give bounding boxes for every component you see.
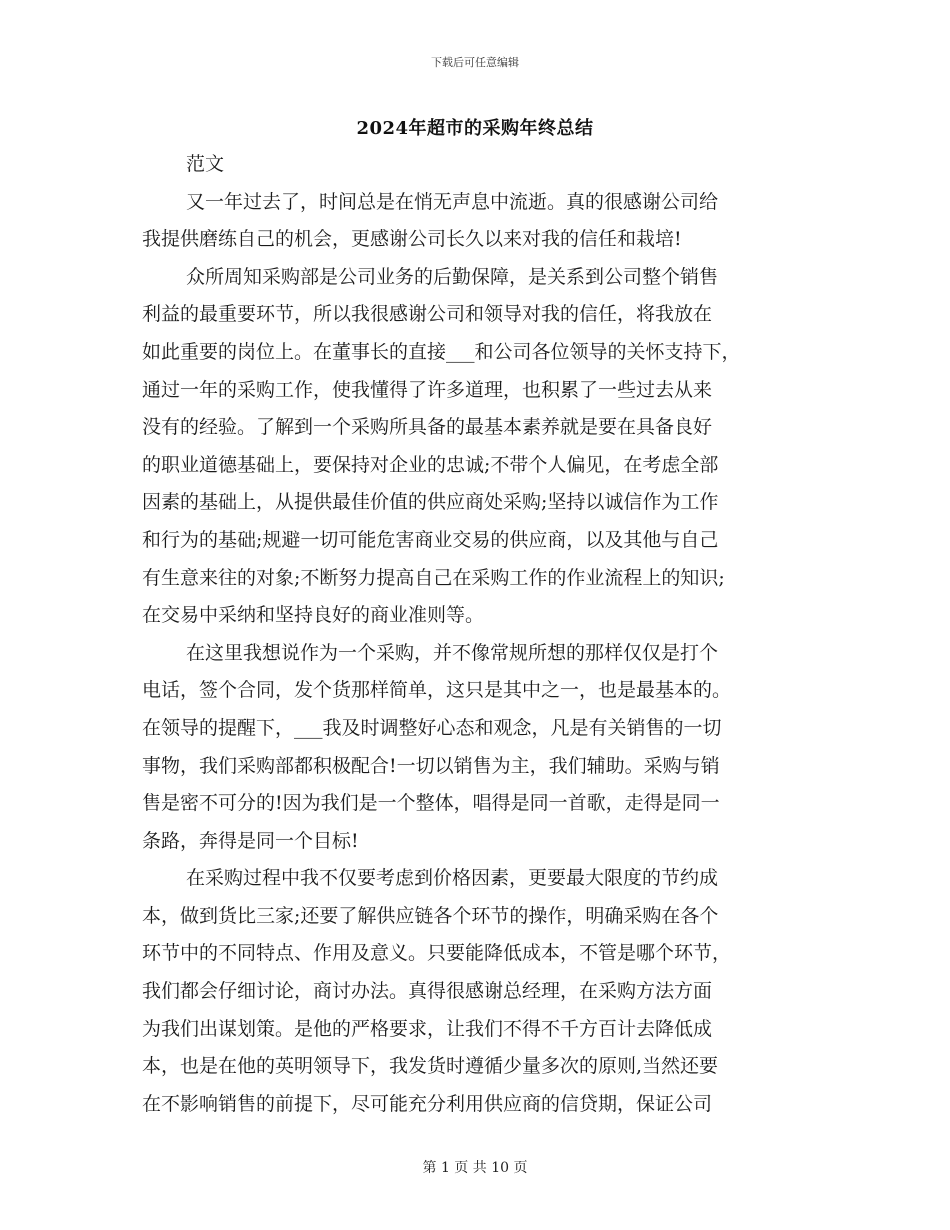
body-line: 条路，奔得是同一个目标! (142, 829, 359, 852)
body-line: 为我们出谋划策。是他的严格要求，让我们不得不千方百计去降低成 (142, 1017, 713, 1040)
body-line: 我们都会仔细讨论，商讨办法。真得很感谢总经理，在采购方法方面 (142, 980, 713, 1003)
body-line: 利益的最重要环节，所以我很感谢公司和领导对我的信任，将我放在 (142, 303, 713, 326)
page-footer: 第 1 页 共 10 页 (422, 1160, 528, 1176)
body-line: 没有的经验。了解到一个采购所具备的最基本素养就是要在具备良好 (142, 416, 713, 439)
body-line: 在领导的提醒下，___我及时调整好心态和观念，凡是有关销售的一切 (142, 716, 722, 739)
body-line: 和行为的基础;规避一切可能危害商业交易的供应商，以及其他与自己 (142, 528, 719, 551)
body-line: 本，做到货比三家;还要了解供应链各个环节的操作，明确采购在各个 (142, 904, 719, 927)
body-line: 又一年过去了，时间总是在悄无声息中流逝。真的很感谢公司给 (186, 190, 719, 213)
body-line: 我提供磨练自己的机会，更感谢公司长久以来对我的信任和栽培! (142, 228, 682, 251)
header-note: 下载后可任意编辑 (431, 56, 519, 69)
body-line: 本，也是在他的英明领导下，我发货时遵循少量多次的原则,当然还要 (142, 1055, 719, 1078)
document-title: 2024年超市的采购年终总结 (356, 118, 594, 139)
body-line: 环节中的不同特点、作用及意义。只要能降低成本，不管是哪个环节， (142, 942, 732, 965)
body-line: 有生意来往的对象;不断努力提高自己在采购工作的作业流程上的知识; (142, 566, 725, 589)
body-line: 售是密不可分的!因为我们是一个整体，唱得是同一首歌，走得是同一 (142, 792, 720, 815)
document-body (142, 146, 822, 1123)
body-line: 众所周知采购部是公司业务的后勤保障，是关系到公司整个销售 (186, 265, 719, 288)
body-line: 因素的基础上，从提供最佳价值的供应商处采购;坚持以诚信作为工作 (142, 491, 719, 514)
body-line: 的职业道德基础上，要保持对企业的忠诚;不带个人偏见，在考虑全部 (142, 453, 719, 476)
body-line: 电话，签个合同，发个货那样简单，这只是其中之一，也是最基本的。 (142, 679, 732, 702)
body-line: 通过一年的采购工作，使我懂得了许多道理，也积累了一些过去从来 (142, 378, 713, 401)
body-line: 范文 (186, 153, 225, 175)
body-line: 在采购过程中我不仅要考虑到价格因素，更要最大限度的节约成 (186, 867, 719, 890)
body-line: 在不影响销售的前提下，尽可能充分利用供应商的信贷期，保证公司 (142, 1092, 713, 1115)
body-line: 如此重要的岗位上。在董事长的直接___和公司各位领导的关怀支持下， (142, 340, 741, 363)
body-line: 在这里我想说作为一个采购，并不像常规所想的那样仅仅是打个 (186, 641, 719, 664)
body-line: 事物，我们采购部都积极配合!一切以销售为主，我们辅助。采购与销 (142, 754, 720, 777)
body-line: 在交易中采纳和坚持良好的商业准则等。 (142, 604, 485, 627)
